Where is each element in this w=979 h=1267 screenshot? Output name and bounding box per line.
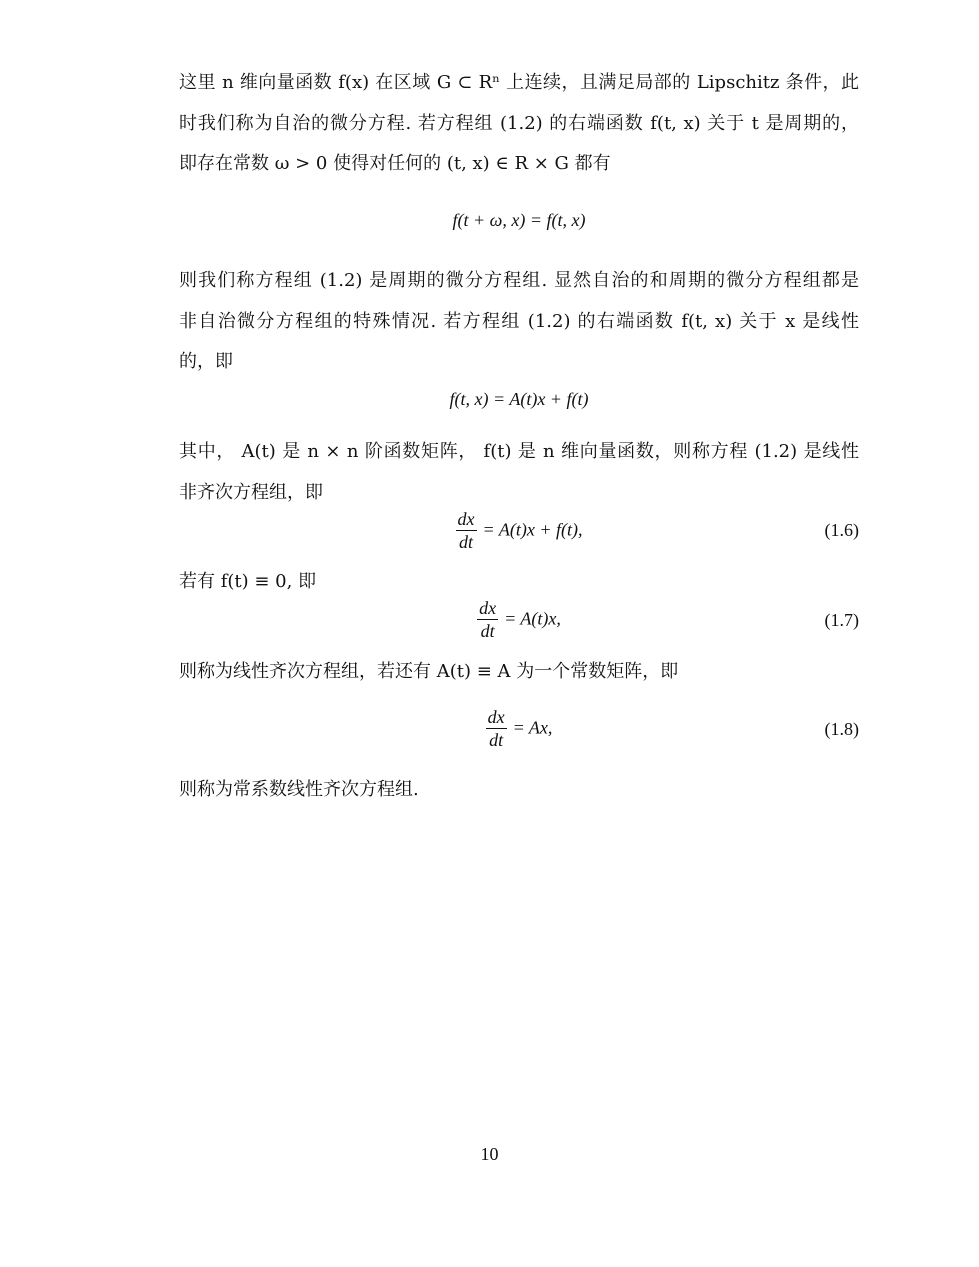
equation-label: (1.7) (824, 610, 859, 630)
text-line: 的，即 (179, 351, 233, 372)
equation-rhs: = A(t)x, (504, 608, 561, 629)
fraction (456, 508, 477, 553)
equation-label: (1.6) (824, 520, 859, 540)
text-line: 若有 f(t) ≡ 0, 即 (179, 571, 317, 592)
denominator: dt (459, 532, 474, 552)
text-line: 则称为常系数线性齐次方程组. (179, 779, 419, 800)
fraction (477, 597, 498, 642)
equation-rhs: = Ax, (512, 717, 553, 738)
numerator: dx (487, 707, 505, 727)
text-line: 时我们称为自治的微分方程. 若方程组 (1.2) 的右端函数 f(t, x) 关于 t 是周期的， (179, 113, 859, 134)
text-line: 这里 n 维向量函数 f(x) 在区域 G ⊂ Rⁿ 上连续，且满足局部的 Lipschitz 条件，此 (179, 72, 859, 93)
text-line: 则我们称方程组 (1.2) 是周期的微分方程组. 显然自治的和周期的微分方程组都是 (179, 270, 859, 291)
text-line: 其中， A(t) 是 n × n 阶函数矩阵， f(t) 是 n 维向量函数，则称方程 (1.2) 是线性 (179, 441, 859, 462)
numerator: dx (457, 509, 475, 529)
text-line: 则称为线性齐次方程组，若还有 A(t) ≡ A 为一个常数矩阵，即 (179, 661, 679, 682)
text-line: 非自治微分方程组的特殊情况. 若方程组 (1.2) 的右端函数 f(t, x) 关于 x 是线性 (179, 311, 859, 332)
equation-linear: f(t, x) = A(t)x + f(t) (449, 389, 589, 409)
page-number: 10 (480, 1144, 499, 1164)
equation-rhs: = A(t)x + f(t), (482, 519, 583, 540)
denominator: dt (489, 730, 504, 750)
fraction (486, 706, 507, 751)
equation-1-8 (179, 706, 859, 751)
denominator: dt (480, 621, 495, 641)
text-line: 非齐次方程组，即 (179, 482, 323, 503)
text-line: 即存在常数 ω > 0 使得对任何的 (t, x) ∈ R × G 都有 (179, 153, 611, 174)
equation-periodic: f(t + ω, x) = f(t, x) (452, 210, 586, 230)
equation-1-7 (179, 597, 859, 642)
equation-1-6 (179, 508, 859, 553)
numerator: dx (479, 598, 497, 618)
equation-label: (1.8) (824, 719, 859, 739)
